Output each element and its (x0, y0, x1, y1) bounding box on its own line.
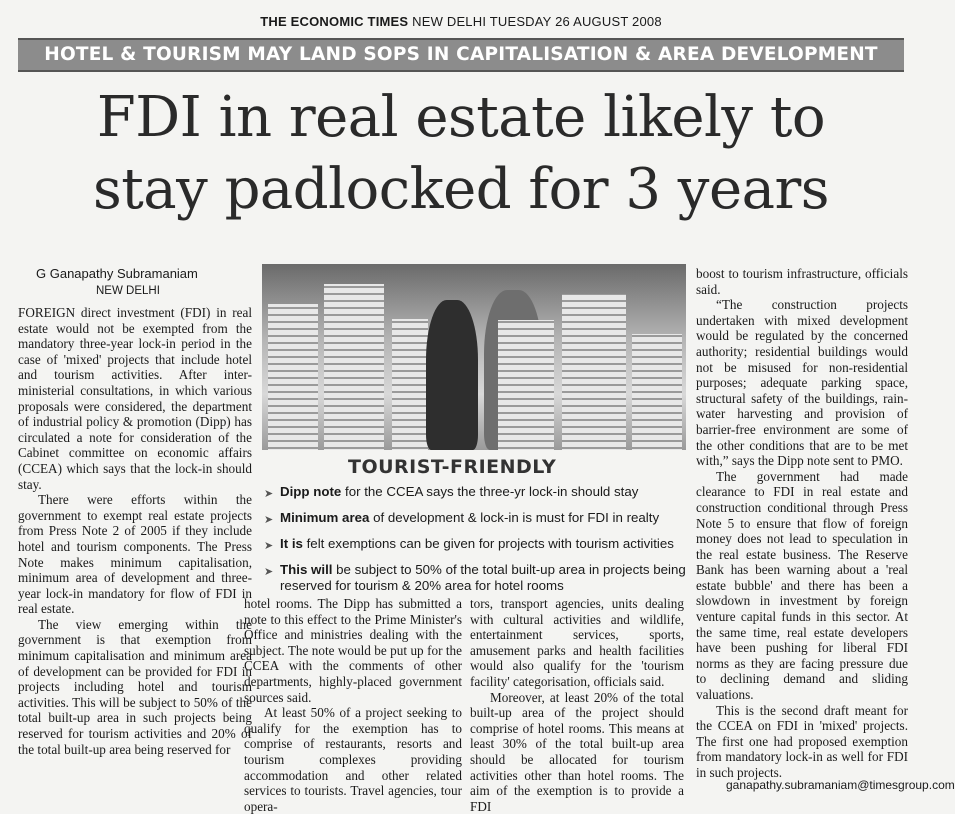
column-1 (18, 305, 252, 757)
arrow-bullet-icon: ➤ (264, 514, 274, 526)
paragraph: Moreover, at least 20% of the total built-up area of the project should comprise of hotel rooms. This means at least 30% of the total built-up area should be allocated for tourism activities other than hotel rooms. The aim of the exemption is to provide a FDI (470, 689, 684, 814)
article-photo (262, 264, 686, 450)
paragraph: tors, transport agencies, units dealing with cultural activities and wildlife, entertainment services, sports, amusement parks and health facilities would also qualify for the 'tourism facility' categorisation, officials said. (470, 596, 684, 689)
column-4 (696, 266, 908, 781)
infobox-list (264, 484, 686, 594)
building-model (268, 304, 318, 454)
column-3 (470, 596, 684, 814)
building-model (392, 319, 428, 454)
edition-date: NEW DELHI TUESDAY 26 AUGUST 2008 (412, 14, 662, 29)
byline-location: NEW DELHI (96, 285, 160, 297)
kicker-banner: HOTEL & TOURISM MAY LAND SOPS IN CAPITALISATION & AREA DEVELOPMENT (18, 38, 904, 72)
infobox-title: TOURIST-FRIENDLY (348, 456, 557, 478)
building-model (632, 334, 682, 454)
paper-name: THE ECONOMIC TIMES (260, 14, 409, 29)
paragraph: This is the second draft meant for the CCEA on FDI in 'mixed' projects. The first one had proposed exemption from mandatory lock-in as well for FDI in such projects. (696, 702, 908, 780)
arrow-bullet-icon: ➤ (264, 488, 274, 500)
list-item: ➤ Dipp note for the CCEA says the three-yr lock-in should stay (264, 484, 639, 500)
building-model (498, 320, 554, 454)
paragraph: The view emerging within the government is that exemption from minimum capitalisation and minimum area of development can be provided for FDI in projects including hotel and tourism activities. This will be subject to 50% of the total built-up area in such projects being reserved for tourism activities and 20% of the total built-up area being reserved for (18, 616, 252, 757)
arrow-bullet-icon: ➤ (264, 566, 274, 578)
headline-line-1: FDI in real estate likely to (96, 85, 826, 150)
paragraph: hotel rooms. The Dipp has submitted a note to this effect to the Prime Minister's Office and ministries dealing with the subject. The note would be put up for the CCEA with the comments of other departments, highly-placed government sources said. (244, 596, 462, 705)
column-2 (244, 596, 462, 814)
author-email[interactable]: ganapathy.subramaniam@timesgroup.com (726, 778, 955, 792)
person-left (426, 300, 478, 450)
paragraph: At least 50% of a project seeking to qualify for the exemption has to comprise of restaurants, resorts and tourism complexes providing accommodation and other related services to tourists. Travel agencies, tour opera- (244, 705, 462, 814)
building-model (324, 284, 384, 454)
list-item: ➤ This will be subject to 50% of the total built-up area in projects being reserved for tourism & 20% area for hotel rooms (264, 562, 686, 593)
list-item: ➤ It is felt exemptions can be given for projects with tourism activities (264, 536, 674, 552)
building-model (562, 294, 626, 454)
tourist-friendly-box (262, 450, 686, 593)
paragraph: boost to tourism infrastructure, officials said. (696, 266, 908, 297)
arrow-bullet-icon: ➤ (264, 540, 274, 552)
paragraph: There were efforts within the government to exempt real estate projects from Press Note 2 of 2005 if they include hotel and tourism components. The Press Note makes minimum capitalisation, minimum area of development and three-year lock-in mandatory for flow of FDI in real estate. (18, 492, 252, 617)
paragraph: The government had made clearance to FDI in real estate and construction conditional through Press Note 5 to ensure that flow of foreign money does not lead to speculation in the real estate business. The Reserve Bank has been warning about a 'real estate bubble' and there has been a slowdown in investment by foreign venture capital funds in this sector. At the same time, real estate developers have been pushing for liberal FDI norms as they are facing pressure due to declining demand and sliding valuations. (696, 468, 908, 703)
byline-author: G Ganapathy Subramaniam (36, 266, 198, 281)
masthead (0, 14, 922, 29)
paragraph: “The construction projects undertaken with mixed development would be regulated by the concerned authority; residential buildings would not be misused for non-residential purposes; adequate parking space, structural safety of the buildings, rain-water harvesting and provision of barrier-free environment are some of the other conditions that are to be met with,” says the Dipp note sent to PMO. (696, 297, 908, 469)
headline (18, 82, 904, 226)
paragraph: FOREIGN direct investment (FDI) in real estate would not be exempted from the mandatory three-year lock-in period in the case of 'mixed' projects that include hotel and tourism activities. After inter-ministerial consultations, in which various proposals were considered, the department of industrial policy & promotion (Dipp) has circulated a note for consideration of the Cabinet committee on economic affairs (CCEA) which says that the lock-in should stay. (18, 305, 252, 492)
list-item: ➤ Minimum area of development & lock-in is must for FDI in realty (264, 510, 660, 526)
headline-line-2: stay padlocked for 3 years (93, 157, 829, 222)
